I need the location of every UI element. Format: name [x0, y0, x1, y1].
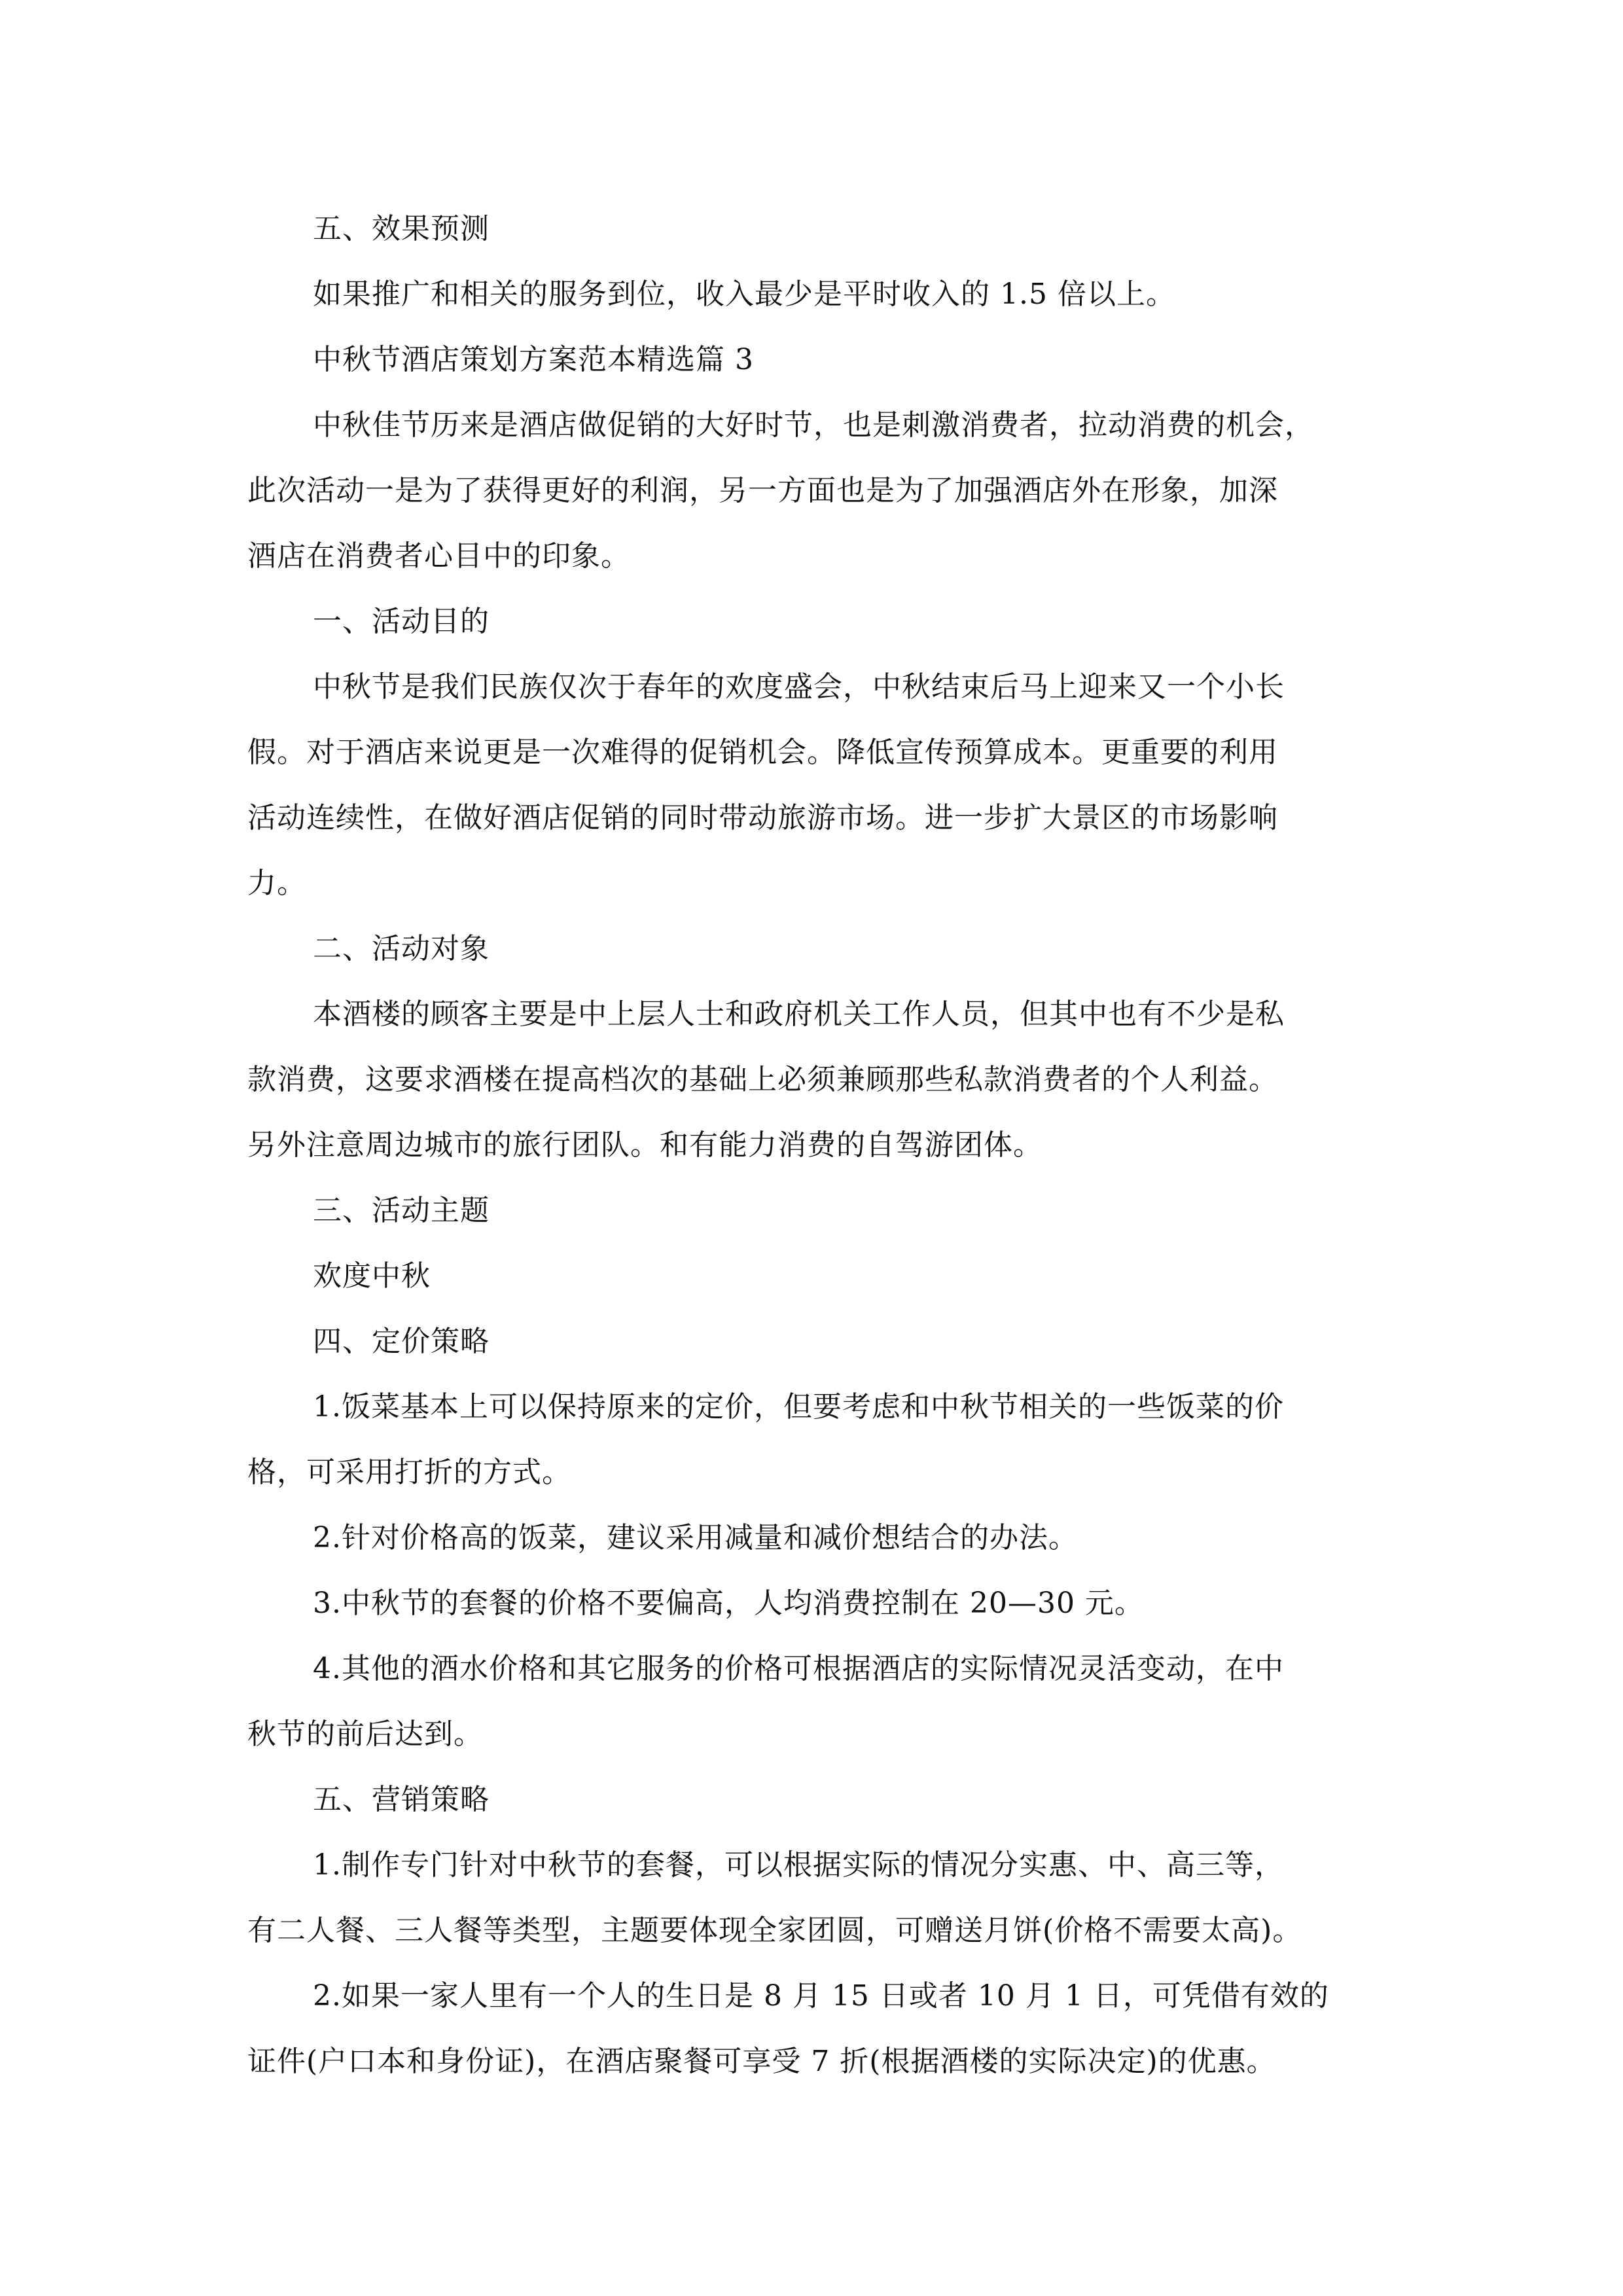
paragraph-line: 假。对于酒店来说更是一次难得的促销机会。降低宣传预算成本。更重要的利用	[247, 736, 1278, 769]
list-item-line: 2.如果一家人里有一个人的生日是 8 月 15 日或者 10 月 1 日，可凭借有效的	[313, 1979, 1329, 2013]
paragraph-line: 此次活动一是为了获得更好的利润，另一方面也是为了加强酒店外在形象，加深	[247, 474, 1278, 507]
list-item-line: 1.饭菜基本上可以保持原来的定价，但要考虑和中秋节相关的一些饭菜的价	[313, 1390, 1284, 1424]
paragraph-line: 本酒楼的顾客主要是中上层人士和政府机关工作人员，但其中也有不少是私	[313, 997, 1285, 1031]
list-item-line: 4.其他的酒水价格和其它服务的价格可根据酒店的实际情况灵活变动，在中	[313, 1652, 1284, 1685]
heading-marketing-strategy: 五、营销策略	[313, 1783, 490, 1816]
document-body	[247, 196, 1376, 2094]
paragraph-line: 另外注意周边城市的旅行团队。和有能力消费的自驾游团体。	[247, 1128, 1043, 1162]
paragraph-line: 中秋佳节历来是酒店做促销的大好时节，也是刺激消费者，拉动消费的机会，	[313, 408, 1314, 442]
paragraph-line: 欢度中秋	[313, 1259, 431, 1293]
paragraph-line: 力。	[247, 867, 306, 900]
list-item-line: 3.中秋节的套餐的价格不要偏高，人均消费控制在 20—30 元。	[313, 1587, 1144, 1620]
list-item-line: 1.制作专门针对中秋节的套餐，可以根据实际的情况分实惠、中、高三等，	[313, 1848, 1284, 1882]
heading-activity-purpose: 一、活动目的	[313, 605, 490, 638]
list-item-line: 秋节的前后达到。	[247, 1717, 483, 1751]
heading-activity-theme: 三、活动主题	[313, 1194, 490, 1227]
paragraph-line: 款消费，这要求酒楼在提高档次的基础上必须兼顾那些私款消费者的个人利益。	[247, 1063, 1278, 1096]
section-title: 中秋节酒店策划方案范本精选篇 3	[313, 343, 754, 376]
list-item-line: 格，可采用打折的方式。	[247, 1456, 571, 1489]
list-item-line: 2.针对价格高的饭菜，建议采用减量和减价想结合的办法。	[313, 1521, 1078, 1554]
paragraph-line: 活动连续性，在做好酒店促销的同时带动旅游市场。进一步扩大景区的市场影响	[247, 801, 1278, 834]
heading-pricing-strategy: 四、定价策略	[313, 1325, 490, 1358]
list-item-line: 证件(户口本和身份证)，在酒店聚餐可享受 7 折(根据酒楼的实际决定)的优惠。	[247, 2045, 1276, 2078]
heading-activity-target: 二、活动对象	[313, 932, 490, 965]
list-item-line: 有二人餐、三人餐等类型，主题要体现全家团圆，可赠送月饼(价格不需要太高)。	[247, 1914, 1302, 1947]
paragraph-line: 如果推广和相关的服务到位，收入最少是平时收入的 1.5 倍以上。	[313, 278, 1175, 311]
paragraph-line: 酒店在消费者心目中的印象。	[247, 539, 630, 573]
paragraph-line: 中秋节是我们民族仅次于春年的欢度盛会，中秋结束后马上迎来又一个小长	[313, 670, 1285, 704]
heading-effect-forecast: 五、效果预测	[313, 212, 490, 245]
